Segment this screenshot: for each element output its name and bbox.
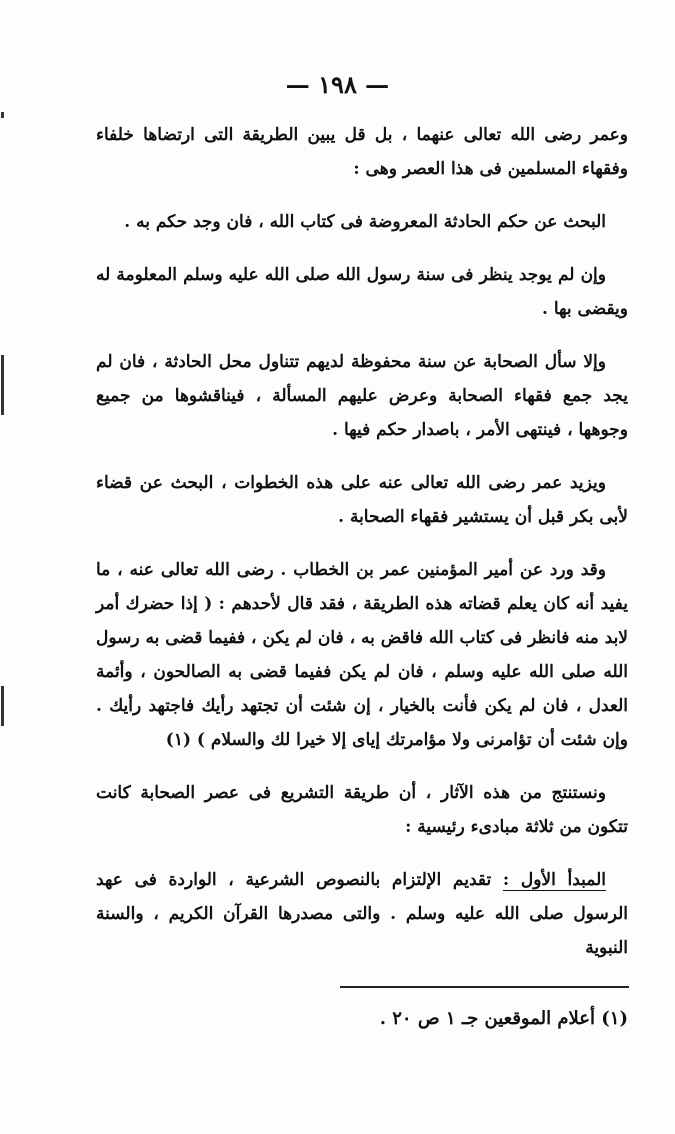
footnote: (١) أعلام الموقعين جـ ١ ص ٢٠ . bbox=[379, 1008, 628, 1029]
margin-mark bbox=[1, 686, 4, 726]
paragraph: ونستنتج من هذه الآثار ، أن طريقة التشريع فى عصر الصحابة كانت تتكون من ثلاثة مبادىء رئيسية : bbox=[96, 783, 628, 837]
paragraph: وإن لم يوجد ينظر فى سنة رسول الله صلى الله عليه وسلم المعلومة له ويقضى بها . bbox=[96, 265, 628, 319]
footnote-divider bbox=[340, 986, 629, 988]
principle-title: المبدأ الأول : bbox=[502, 870, 606, 890]
paragraph: ويزيد عمر رضى الله تعالى عنه على هذه الخطوات ، البحث عن قضاء لأبى بكر قبل أن يستشير فقهاء الصحابة . bbox=[96, 473, 628, 527]
paragraph: وإلا سأل الصحابة عن سنة محفوظة لديهم تتناول محل الحادثة ، فان لم يجد جمع فقهاء الصحابة وعرض عليهم المسألة ، فيناقشوها من جميع وجوهها ، فينتهى الأمر ، باصدار حكم فيها . bbox=[96, 352, 628, 440]
principle-paragraph bbox=[96, 863, 628, 965]
paragraph: البحث عن حكم الحادثة المعروضة فى كتاب الله ، فان وجد حكم به . bbox=[124, 212, 606, 232]
page-number: — ١٩٨ — bbox=[285, 70, 390, 99]
paragraph: وعمر رضى الله تعالى عنهما ، بل قل يبين الطريقة التى ارتضاها خلفاء وفقهاء المسلمين فى هذا العصر وهى : bbox=[96, 125, 628, 179]
principle-text: تقديم الإلتزام بالنصوص الشرعية ، الواردة فى عهد الرسول صلى الله عليه وسلم . والتى مصدرها القرآن الكريم ، والسنة النبوية bbox=[96, 870, 628, 958]
body-text bbox=[96, 118, 628, 984]
margin-mark bbox=[1, 355, 4, 415]
margin-mark bbox=[1, 112, 4, 118]
paragraph: وقد ورد عن أمير المؤمنين عمر بن الخطاب . رضى الله تعالى عنه ، ما يفيد أنه كان يعلم قضاته هذه الطريقة ، فقد قال لأحدهم : ( إذا حضرك أمر لابد منه فانظر فى كتاب الله فاقض به ، فان لم يكن ، ففيما قضى به رسول الله صلى الله عليه وسلم ، فان لم يكن ففيما قضى به الصالحون ، وأئمة العدل ، فان لم يكن فأنت بالخيار ، إن شئت أن تجتهد رأيك فاجتهد رأيك . وإن شئت أن تؤامرنى ولا مؤامرتك إياى إلا خيرا لك والسلام ) (١) bbox=[96, 560, 628, 750]
